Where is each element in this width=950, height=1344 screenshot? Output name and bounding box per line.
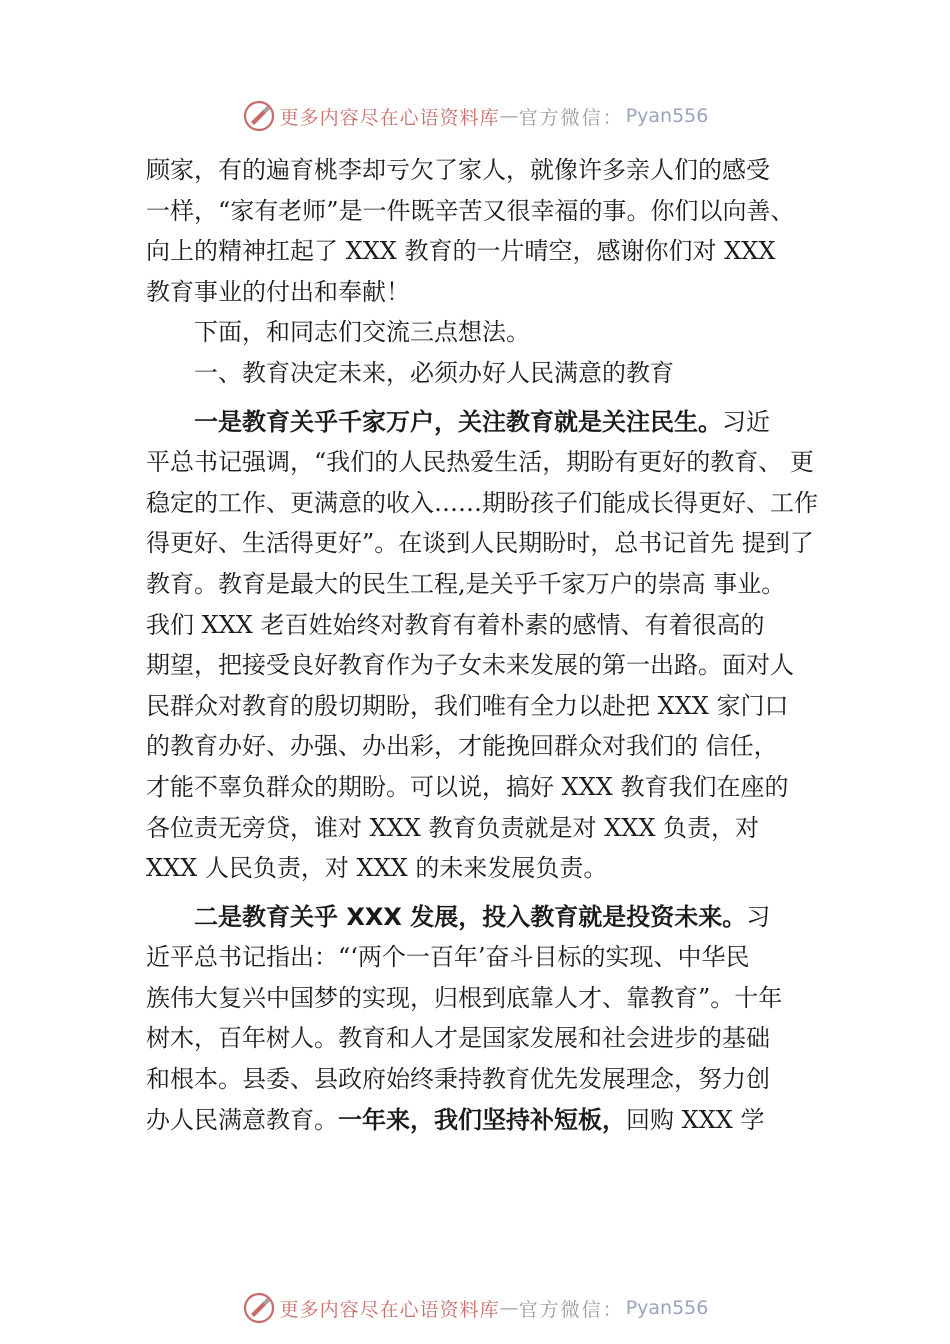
watermark-separator: —: [499, 105, 519, 127]
watermark-brand: 更多内容尽在心语资料库: [279, 106, 500, 129]
paragraph-first-line: [146, 897, 836, 938]
document-body: [146, 150, 836, 1140]
text-run: 习: [746, 902, 771, 931]
text-line: 树木，百年树人。教育和人才是国家发展和社会进步的基础: [146, 1024, 770, 1053]
text-line: 得更好、生活得更好”。在谈到人民期盼时，总书记首先 提到了: [146, 529, 814, 558]
text-line: 教育事业的付出和奉献！: [146, 277, 410, 306]
text-run: 回购 XXX 学: [626, 1105, 765, 1134]
text-line: 平总书记强调，“我们的人民热爱生活，期盼有更好的教育、 更: [146, 448, 814, 477]
bold-lead: 一是教育关乎千家万户，关注教育就是关注民生。: [194, 407, 722, 436]
text-run: 习近: [722, 407, 770, 436]
text-line: XXX 人民负责，对 XXX 的未来发展负责。: [146, 854, 608, 883]
bold-run: 一年来，我们坚持补短板，: [338, 1105, 626, 1134]
watermark-label: 官方微信：: [518, 1298, 624, 1321]
text-line: 的教育办好、办强、办出彩，才能挽回群众对我们的 信任，: [146, 732, 778, 761]
text-line: 族伟大复兴中国梦的实现，归根到底靠人才、靠教育”。十年: [146, 983, 783, 1012]
text-line: 期望，把接受良好教育作为子女未来发展的第一出路。面对人: [146, 651, 794, 680]
text-line: 顾家，有的遍育桃李却亏欠了家人，就像许多亲人们的感受: [146, 156, 770, 184]
paragraph-first-line: [146, 402, 836, 443]
text-line: 我们 XXX 老百姓始终对教育有着朴素的感情、有着很高的: [146, 610, 765, 639]
brand-logo-icon: [242, 99, 276, 133]
text-line: 近平总书记指出：“‘两个一百年’奋斗目标的实现、中华民: [146, 943, 750, 972]
footer-watermark: [0, 1288, 950, 1328]
brand-logo-icon: [242, 1291, 276, 1325]
text-line: 向上的精神扛起了 XXX 教育的一片晴空，感谢你们对 XXX: [146, 237, 776, 266]
text-line: [146, 1100, 836, 1141]
text-line: 民群众对教育的殷切期盼，我们唯有全力以赴把 XXX 家门口: [146, 691, 789, 720]
paragraph-intro: 下面，和同志们交流三点想法。: [194, 318, 530, 347]
text-line: 一样，“家有老师”是一件既辛苦又很幸福的事。你们以向善、: [146, 196, 795, 225]
section-heading: 一、教育决定未来，必须办好人民满意的教育: [194, 358, 674, 387]
text-line: 稳定的工作、更满意的收入……期盼孩子们能成长得更好、工作: [146, 488, 818, 517]
text-line: 和根本。县委、县政府始终秉持教育优先发展理念，努力创: [146, 1065, 770, 1094]
watermark-separator: —: [499, 1297, 519, 1319]
text-line: 才能不辜负群众的期盼。可以说，搞好 XXX 教育我们在座的: [146, 772, 789, 801]
header-watermark: [0, 96, 950, 136]
watermark-label: 官方微信：: [518, 106, 624, 129]
watermark-id: Pyan556: [625, 105, 709, 127]
text-line: 各位责无旁贷，谁对 XXX 教育负责就是对 XXX 负责，对: [146, 813, 760, 842]
watermark-brand: 更多内容尽在心语资料库: [279, 1298, 500, 1321]
text-line: 教育。教育是最大的民生工程,是关乎千家万户的崇高 事业。: [146, 569, 786, 598]
watermark-id: Pyan556: [625, 1297, 709, 1319]
bold-lead: 二是教育关乎 XXX 发展，投入教育就是投资未来。: [194, 902, 747, 931]
text-run: 办人民满意教育。: [146, 1105, 338, 1134]
